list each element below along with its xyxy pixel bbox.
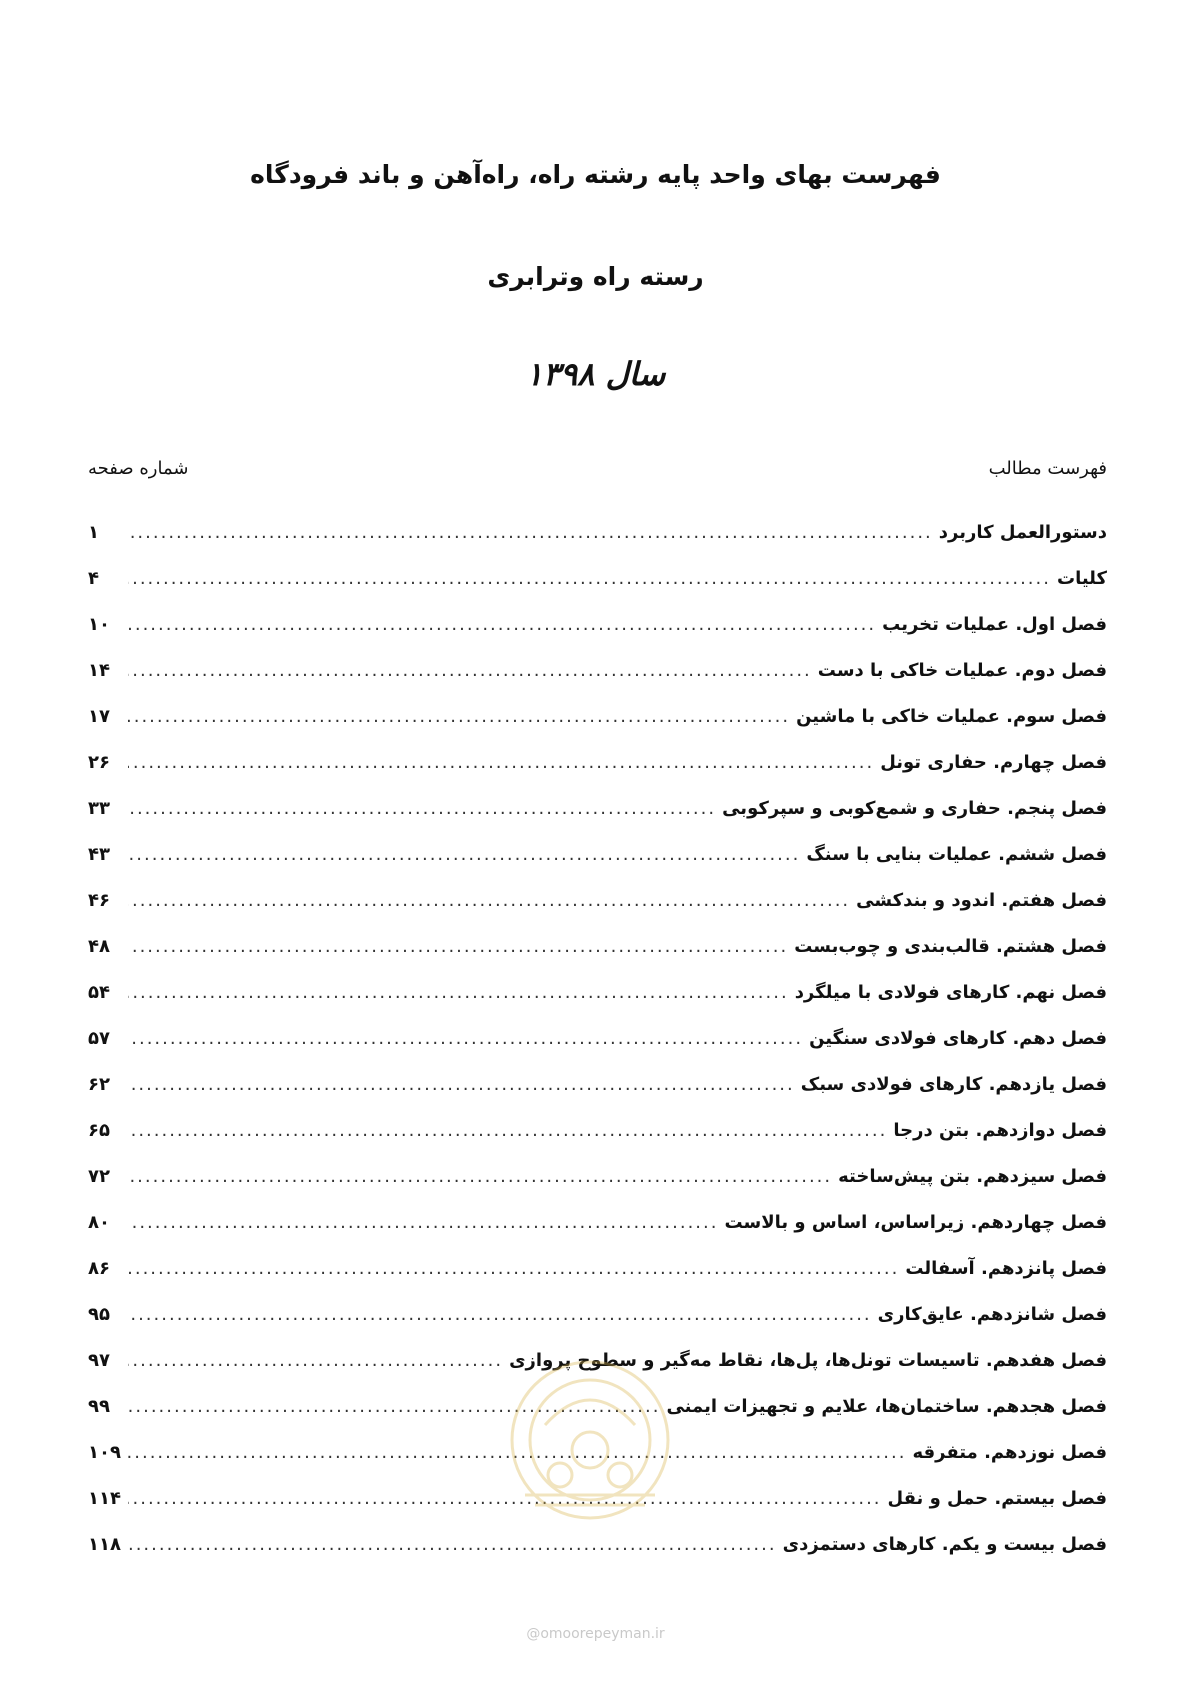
toc-entry-title: فصل دوم. عملیات خاکی با دست — [817, 660, 1107, 681]
toc-entry-title: فصل اول. عملیات تخریب — [882, 614, 1107, 635]
toc-entry-title: کلیات — [1056, 568, 1107, 589]
toc-entry-page-number: ۴۶ — [88, 890, 110, 911]
toc-header-contents-label: فهرست مطالب — [988, 458, 1107, 479]
toc-header-page-label: شماره صفحه — [88, 458, 189, 479]
toc-row — [88, 1534, 1107, 1580]
toc-entry-title: فصل دهم. کارهای فولادی سنگین — [809, 1028, 1107, 1049]
toc-entry-page-number: ۶۵ — [88, 1120, 110, 1141]
toc-entry-page-number: ۱۰۹ — [88, 1442, 121, 1463]
toc-leader-dots — [128, 1396, 660, 1417]
toc-entry-title: فصل هشتم. قالب‌بندی و چوب‌بست — [794, 936, 1107, 957]
toc-leader-dots — [128, 522, 933, 543]
toc-row — [88, 1442, 1107, 1488]
toc-entry-title: فصل چهاردهم. زیراساس، اساس و بالاست — [724, 1212, 1107, 1233]
toc-row — [88, 1120, 1107, 1166]
toc-row — [88, 1166, 1107, 1212]
toc-leader-dots — [128, 1120, 887, 1141]
toc-entry-page-number: ۶۲ — [88, 1074, 110, 1095]
toc-leader-dots — [128, 706, 790, 727]
toc-leader-dots — [128, 1074, 795, 1095]
toc-row — [88, 1212, 1107, 1258]
toc-entry-page-number: ۹۵ — [88, 1304, 110, 1325]
toc-leader-dots — [128, 1442, 906, 1463]
toc-row — [88, 890, 1107, 936]
toc-row — [88, 614, 1107, 660]
toc-row — [88, 660, 1107, 706]
toc-entry-title: فصل هفدهم. تاسیسات تونل‌ها، پل‌ها، نقاط مه‌گیر و سطوح پروازی — [509, 1350, 1107, 1371]
toc-entry-title: فصل شانزدهم. عایق‌کاری — [877, 1304, 1107, 1325]
toc-row — [88, 982, 1107, 1028]
toc-leader-dots — [128, 1212, 718, 1233]
toc-leader-dots — [128, 1534, 777, 1555]
toc-header — [88, 458, 1107, 479]
toc-entry-page-number: ۴ — [88, 568, 99, 589]
toc-entry-title: فصل نوزدهم. متفرقه — [912, 1442, 1107, 1463]
toc-entry-title: فصل هجدهم. ساختمان‌ها، علایم و تجهیزات ایمنی — [666, 1396, 1107, 1417]
toc-entry-title: فصل هفتم. اندود و بندکشی — [856, 890, 1107, 911]
toc-leader-dots — [128, 890, 850, 911]
toc-entry-title: فصل ششم. عملیات بنایی با سنگ — [806, 844, 1107, 865]
toc-row — [88, 1074, 1107, 1120]
toc-row — [88, 1258, 1107, 1304]
toc-leader-dots — [128, 568, 1051, 589]
toc-entry-title: فصل پانزدهم. آسفالت — [905, 1258, 1107, 1279]
toc-entry-page-number: ۲۶ — [88, 752, 110, 773]
toc-entry-title: فصل بیست و یکم. کارهای دستمزدی — [782, 1534, 1107, 1555]
toc-row — [88, 1304, 1107, 1350]
toc-entry-title: فصل یازدهم. کارهای فولادی سبک — [800, 1074, 1107, 1095]
toc-row — [88, 798, 1107, 844]
toc-leader-dots — [128, 660, 812, 681]
toc-entry-page-number: ۱۴ — [88, 660, 110, 681]
toc-row — [88, 1488, 1107, 1534]
toc-entry-page-number: ۵۴ — [88, 982, 110, 1003]
toc-row — [88, 706, 1107, 752]
toc-leader-dots — [128, 752, 874, 773]
toc-entry-title: فصل نهم. کارهای فولادی با میلگرد — [794, 982, 1107, 1003]
toc-leader-dots — [128, 1488, 882, 1509]
toc-entry-title: فصل دوازدهم. بتن درجا — [893, 1120, 1107, 1141]
toc-row — [88, 936, 1107, 982]
toc-entry-title: فصل سوم. عملیات خاکی با ماشین — [796, 706, 1107, 727]
toc-row — [88, 1396, 1107, 1442]
document-title: فهرست بهای واحد پایه رشته راه، راه‌آهن و باند فرودگاه — [250, 160, 941, 189]
toc-entry-page-number: ۸۶ — [88, 1258, 110, 1279]
toc-leader-dots — [128, 982, 789, 1003]
toc-entry-page-number: ۸۰ — [88, 1212, 110, 1233]
toc-leader-dots — [128, 1258, 899, 1279]
toc-entry-page-number: ۱۷ — [88, 706, 110, 727]
toc-leader-dots — [128, 798, 716, 819]
toc-leader-dots — [128, 1350, 503, 1371]
footer-watermark-text: @omoorepeyman.ir — [526, 1626, 665, 1642]
toc-leader-dots — [128, 1166, 832, 1187]
document-year: سال ۱۳۹۸ — [525, 355, 666, 393]
toc-entry-page-number: ۴۸ — [88, 936, 110, 957]
toc-leader-dots — [128, 614, 876, 635]
toc-entry-page-number: ۴۳ — [88, 844, 110, 865]
toc-entry-page-number: ۹۹ — [88, 1396, 110, 1417]
toc-entry-page-number: ۹۷ — [88, 1350, 110, 1371]
toc-entry-title: فصل چهارم. حفاری تونل — [880, 752, 1107, 773]
toc-leader-dots — [128, 1028, 803, 1049]
toc-entry-page-number: ۱۰ — [88, 614, 110, 635]
toc-leader-dots — [128, 936, 788, 957]
toc-row — [88, 1350, 1107, 1396]
toc-entry-page-number: ۳۳ — [88, 798, 110, 819]
toc-entry-title: فصل بیستم. حمل و نقل — [887, 1488, 1107, 1509]
document-subtitle: رسته راه وترابری — [487, 262, 704, 291]
toc-row — [88, 522, 1107, 568]
toc-entry-page-number: ۱۱۸ — [88, 1534, 121, 1555]
toc-entry-page-number: ۵۷ — [88, 1028, 110, 1049]
toc-entry-page-number: ۱۱۴ — [88, 1488, 121, 1509]
toc-entry-page-number: ۷۲ — [88, 1166, 110, 1187]
toc-list — [88, 522, 1107, 1580]
toc-row — [88, 752, 1107, 798]
toc-row — [88, 568, 1107, 614]
toc-entry-page-number: ۱ — [88, 522, 99, 543]
toc-row — [88, 1028, 1107, 1074]
toc-entry-title: فصل پنجم. حفاری و شمع‌کوبی و سپرکوبی — [722, 798, 1107, 819]
toc-leader-dots — [128, 844, 800, 865]
toc-row — [88, 844, 1107, 890]
toc-leader-dots — [128, 1304, 872, 1325]
toc-entry-title: دستورالعمل کاربرد — [938, 522, 1107, 543]
toc-entry-title: فصل سیزدهم. بتن پیش‌ساخته — [838, 1166, 1107, 1187]
